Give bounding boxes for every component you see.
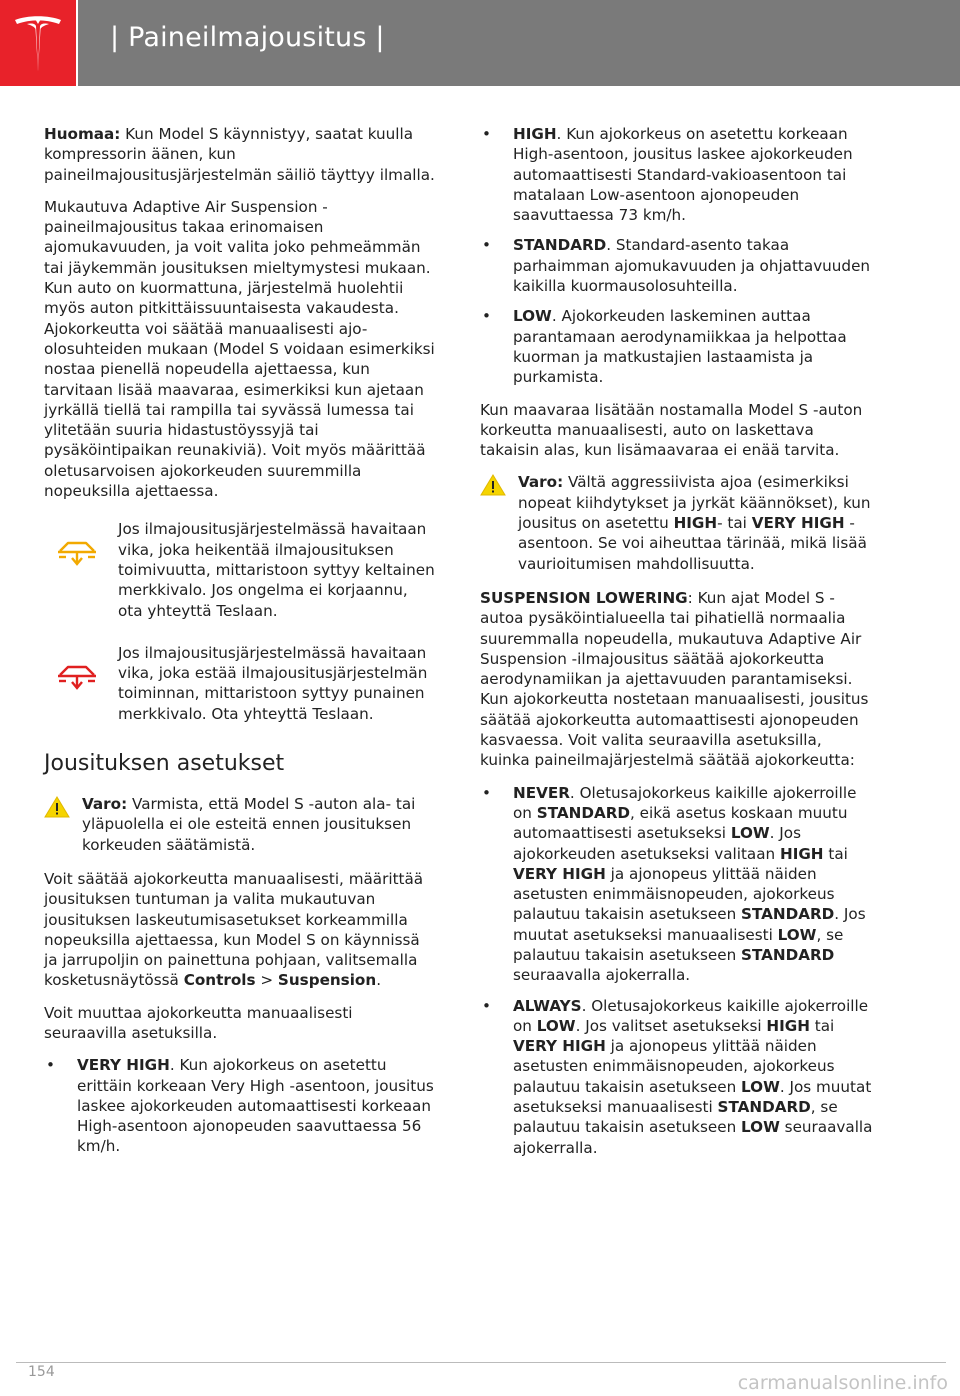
always-text: . Jos muutat asetukseksi manuaalisesti <box>513 1077 872 1117</box>
never-high: HIGH <box>779 844 824 863</box>
always-low: LOW <box>741 1118 780 1137</box>
list-item-never <box>480 783 876 986</box>
caution-triangle-icon <box>44 796 70 818</box>
manual-paragraph-2: Voit muuttaa ajokorkeutta manuaalisesti seuraavilla asetuksilla. <box>44 1003 353 1042</box>
header-bar <box>78 0 960 86</box>
bullet: • <box>482 307 491 326</box>
suspension-label: Suspension <box>277 971 377 990</box>
always-high: HIGH <box>766 1016 810 1035</box>
tesla-logo-icon <box>13 14 63 72</box>
always-text: ja ajonopeus ylittää näiden asetusten enimmäisnopeuden, ajokorkeus palautuu takaisin asetukseen <box>513 1037 835 1096</box>
always-very-high: VERY HIGH <box>513 1037 606 1056</box>
never-text: . Oletusajokorkeus kaikille ajokerroille on <box>513 783 857 822</box>
never-low: LOW <box>730 824 770 843</box>
list-item-low <box>480 306 876 387</box>
high-text: . Kun ajokorkeus on asetettu korkeaan High-asentoon, jousitus laskee ajokorkeuden automaattisesti Standard-vakioasentoon tai matalaan Low-asentoon ajonopeuden saavuttaessa 73 km/h. <box>513 125 853 225</box>
list-item-always <box>480 996 876 1158</box>
never-text: . Jos ajokorkeuden asetukseksi valitaan <box>513 824 801 863</box>
note-paragraph <box>44 124 436 185</box>
list-item-very-high <box>44 1055 436 1156</box>
bullet: • <box>46 1056 55 1075</box>
raise-paragraph: Kun maavaraa lisätään nostamalla Model S -auton korkeutta manuaalisesti, auto on laskettava takaisin alas, kun lisämaavaraa ei enää tarvita. <box>480 400 863 460</box>
suspension-lowering-text: : Kun ajat Model S -autoa pysäköintialueella tai pihatiellä normaalia suuremmalla nopeudella, mukautuva Adaptive Air Suspension -ilmajousitus säätää ajokorkeutta aerodynamiikan ja ajettavuuden parantamiseksi. Kun ajokorkeutta nostetaan manuaalisesti, jousitus säätää ajokorkeutta automaattisesti ajonopeuden kasvaessa. Voit valita seuraavilla asetuksilla, kuinka paineilmajärjestelmä säätää ajokorkeutta: <box>480 588 869 770</box>
page-title: | Paineilmajousitus | <box>110 22 385 53</box>
note-text: Kun Model S käynnistyy, saatat kuulla kompressorin äänen, kun paineilmajousitusjärjestelmän säiliö täyttyy ilmalla. <box>44 125 435 184</box>
caution-high: HIGH <box>673 514 718 533</box>
gt-separator: > <box>255 971 278 990</box>
never-text: , se palautuu takaisin asetukseen <box>513 925 844 964</box>
caution-block <box>44 794 436 855</box>
section-heading: Jousituksen asetukset <box>44 751 285 777</box>
caution-block-right <box>480 472 876 573</box>
standard-text: . Standard-asento takaa parhaimman ajomukavuuden ja ohjattavuuden kaikilla kuormausolosuhteilla. <box>513 236 871 296</box>
very-high-text: . Kun ajokorkeus on asetettu erittäin korkeaan Very High -asentoon, jousitus laskee ajokorkeuden automaattisesti korkeaan High-asentoon ajonopeuden saavuttaessa 56 km/h. <box>77 1056 434 1156</box>
manual-paragraph-1 <box>44 869 436 991</box>
suspension-lowering-paragraph <box>480 588 876 771</box>
never-standard: STANDARD <box>741 945 835 964</box>
never-label: NEVER <box>513 783 570 802</box>
watermark: carmanualsonline.info <box>737 1372 948 1394</box>
never-text: ja ajonopeus ylittää näiden asetusten enimmäisnopeuden, ajokorkeus palautuu takaisin asetukseen <box>513 864 835 924</box>
high-label: HIGH <box>513 125 557 143</box>
standard-label: STANDARD <box>513 236 607 255</box>
caution-label: Varo: <box>518 473 564 492</box>
caution-text-b: - tai <box>717 514 752 533</box>
bullet: • <box>482 996 491 1015</box>
never-standard: STANDARD <box>741 905 835 924</box>
caution-text-right <box>518 472 876 573</box>
yellow-warning-block <box>44 519 436 620</box>
note-label: Huomaa: <box>44 125 121 143</box>
low-text: . Ajokorkeuden laskeminen auttaa parantamaan aerodynamiikkaa ja helpottaa kuorman ja matkustajien lastaamista ja purkamista. <box>513 307 847 387</box>
always-label: ALWAYS <box>513 996 582 1015</box>
logo-box <box>0 0 76 86</box>
always-standard: STANDARD <box>717 1098 811 1117</box>
caution-text-a: Vältä aggressiivista ajoa (esimerkiksi nopeat kiihdytykset ja jyrkät käännökset), kun jousitus on asetettu <box>518 473 871 533</box>
never-text: tai <box>823 844 848 863</box>
caution-label: Varo: <box>82 795 128 814</box>
height-list-left <box>44 1055 436 1156</box>
always-text: seuraavalla ajokerralla. <box>513 1118 873 1157</box>
never-text: , eikä asetus koskaan muutu automaattisesti asetukseksi <box>513 803 848 843</box>
page-number: 154 <box>28 1364 55 1380</box>
footer-divider <box>16 1362 946 1363</box>
always-text: , se palautuu takaisin asetukseen <box>513 1098 838 1137</box>
controls-label: Controls <box>183 971 256 990</box>
list-item-high <box>480 124 876 225</box>
never-text: . Jos muutat asetukseksi manuaalisesti <box>513 905 866 944</box>
height-list-right <box>480 124 876 388</box>
always-low: LOW <box>741 1077 780 1096</box>
left-column <box>44 124 436 1169</box>
red-warning-text: Jos ilmajousitusjärjestelmässä havaitaan vika, joka estää ilmajousitusjärjestelmän toiminnan, mittaristoon syttyy punainen merkkivalo. Ota yhteyttä Teslaan. <box>118 643 428 723</box>
list-item-standard <box>480 235 876 296</box>
bullet: • <box>482 783 491 802</box>
always-text: tai <box>809 1016 835 1035</box>
bullet: • <box>482 125 491 143</box>
always-text: . Oletusajokorkeus kaikille ajokerroille on <box>513 996 869 1035</box>
red-warning-block <box>44 643 436 724</box>
never-standard: STANDARD <box>536 803 630 822</box>
never-low: LOW <box>777 925 817 944</box>
caution-body: Varmista, että Model S -auton ala- tai yläpuolella ei ole esteitä ennen jousituksen korkeuden säätämistä. <box>82 795 416 854</box>
intro-paragraph: Mukautuva Adaptive Air Suspension -paineilmajousitus takaa erinomaisen ajomukavuuden, ja voit valita joko pehmeämmän tai jäykemmän jousituksen mieltymystesi mukaan. Kun auto on kuormattuna, järjestelmä huolehtii myös auton pitkittäissuuntaisesta vakaudesta. Ajokorkeutta voi säätää manuaalisesti ajo-olosuhteiden mukaan (Model S voidaan esimerkiksi nostaa pienellä nopeudella ajettaessa, kun tarvitaan lisää maavaraa, esimerkiksi kun ajetaan jyrkällä tiellä tai rampilla tai syvässä lumessa tai ylitetään suuria hidastustöyssyjä tai pysäköintipaikan reunakiviä). Voit myös määrittää oletusarvoisen ajokorkeuden suuremmilla nopeuksilla ajettaessa. <box>44 197 435 501</box>
suspension-lowering-label: SUSPENSION LOWERING <box>480 588 688 607</box>
caution-very-high: VERY HIGH <box>751 514 845 533</box>
period: . <box>376 971 382 990</box>
caution-text <box>82 794 436 855</box>
yellow-warning-text: Jos ilmajousitusjärjestelmässä havaitaan vika, joka heikentää ilmajousituksen toimivuutta, mittaristoon syttyy keltainen merkkivalo. Jos ongelma ei korjaannu, ota yhteyttä Teslaan. <box>118 520 435 620</box>
never-very-high: VERY HIGH <box>513 864 606 883</box>
always-text: . Jos valitset asetukseksi <box>575 1016 767 1035</box>
manual-text: Voit säätää ajokorkeutta manuaalisesti, määrittää jousituksen tuntuman ja valita mukautuvan jousituksen laskeutumisasetukset korkeammilla nopeuksilla ajettaessa, kun Model S on käynnissä ja jarrupoljin on painettuna pohjaan, valitsemalla kosketusnäytössä <box>44 869 424 990</box>
caution-triangle-icon <box>480 474 506 496</box>
bullet: • <box>482 236 491 255</box>
very-high-label: VERY HIGH <box>77 1056 170 1075</box>
never-text: seuraavalla ajokerralla. <box>513 966 691 985</box>
lowering-list <box>480 783 876 1158</box>
suspension-warning-yellow-icon <box>56 537 98 567</box>
right-column <box>480 124 876 1170</box>
caution-text-c: -asentoon. Se voi aiheuttaa tärinää, mikä lisää vaurioitumisen mahdollisuutta. <box>518 514 867 573</box>
suspension-warning-red-icon <box>56 661 98 691</box>
always-low: LOW <box>536 1016 576 1035</box>
low-label: LOW <box>513 307 552 326</box>
